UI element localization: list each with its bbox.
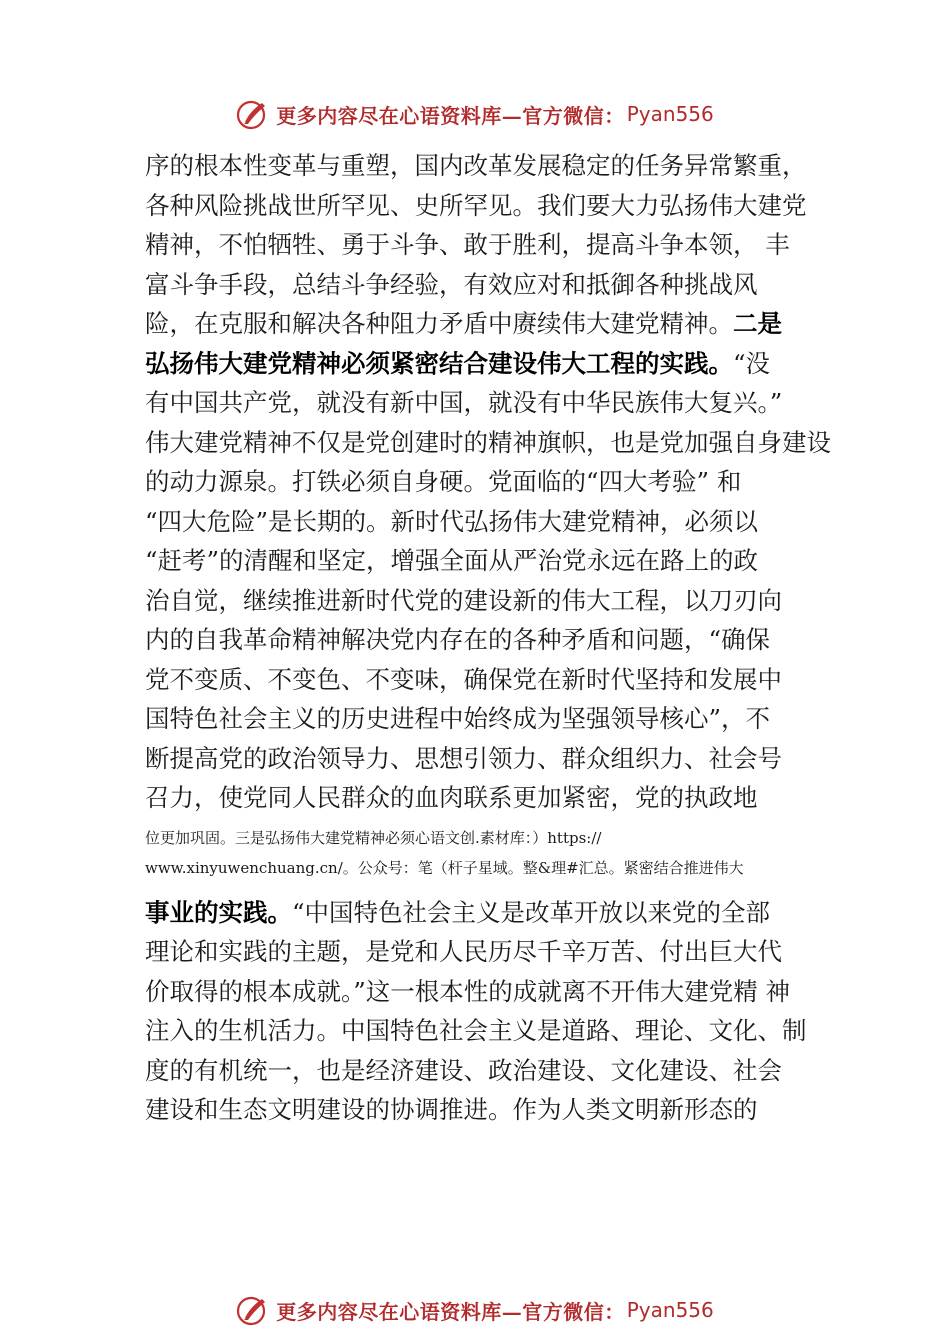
body-line: 注入的生机活力。中国特色社会主义是道路、理论、文化、制 xyxy=(145,1016,807,1045)
footer-wechat-id: Pyan556 xyxy=(626,1298,714,1322)
document-body xyxy=(145,146,835,1130)
body-line: 断提高党的政治领导力、思想引领力、群众组织力、社会号 xyxy=(145,743,782,773)
footer-banner xyxy=(0,1290,950,1330)
body-line: 弘扬伟大建党精神必须紧密结合建设伟大工程的实践。“没 xyxy=(145,348,771,378)
brush-pen-logo-icon xyxy=(236,97,270,131)
body-line: 伟大建党精神不仅是党创建时的精神旗帜，也是党加强自身建设 xyxy=(145,427,831,457)
body-line: 价取得的根本成就。”这一根本性的成就离不开伟大建党精 神 xyxy=(145,976,791,1006)
body-line: 建设和生态文明建设的协调推进。作为人类文明新形态的 xyxy=(145,1095,758,1124)
body-line: 内的自我革命精神解决党内存在的各种矛盾和问题，“确保 xyxy=(145,625,771,654)
bold-heading: 事业的实践。 xyxy=(145,897,292,927)
body-line: 党不变质、不变色、不变味，确保党在新时代坚持和发展中 xyxy=(145,664,782,694)
header-banner xyxy=(0,94,950,134)
footer-banner-text: 更多内容尽在心语资料库—官方微信： xyxy=(276,1299,625,1324)
body-line: 有中国共产党，就没有新中国，就没有中华民族伟大复兴。” xyxy=(145,388,783,417)
body-line: 事业的实践。“中国特色社会主义是改革开放以来党的全部 xyxy=(145,897,771,927)
body-line: “赶考”的清醒和坚定，增强全面从严治党永远在路上的政 xyxy=(145,546,759,575)
bold-heading: 弘扬伟大建党精神必须紧密结合建设伟大工程的实践。 xyxy=(145,348,733,378)
body-line: 召力，使党同人民群众的血肉联系更加紧密，党的执政地 xyxy=(145,783,758,812)
body-line: 序的根本性变革与重塑，国内改革发展稳定的任务异常繁重， xyxy=(145,151,807,180)
body-line: “四大危险”是长期的。新时代弘扬伟大建党精神，必须以 xyxy=(145,506,759,536)
body-line: 国特色社会主义的历史进程中始终成为坚强领导核心”，不 xyxy=(145,704,771,733)
body-line: 的动力源泉。打铁必须自身硬。党面临的“四大考验” 和 xyxy=(145,467,742,496)
header-wechat-id: Pyan556 xyxy=(626,102,714,126)
small-print-line: www.xinyuwenchuang.cn/。公众号：笔（杆子星域。整&理#汇总。紧密结合推进伟大 xyxy=(145,858,744,877)
body-line: 治自觉，继续推进新时代党的建设新的伟大工程，以刀刃向 xyxy=(145,585,782,615)
body-line: 精神，不怕牺牲、勇于斗争、敢于胜利，提高斗争本领， 丰 xyxy=(145,230,790,259)
body-line: 各种风险挑战世所罕见、史所罕见。我们要大力弘扬伟大建党 xyxy=(145,190,807,220)
bold-heading-fragment: 二是 xyxy=(733,309,782,338)
brush-pen-logo-icon xyxy=(236,1293,270,1327)
small-print-line: 位更加巩固。三是弘扬伟大建党精神必须心语文创.素材库：）https:// xyxy=(145,828,602,847)
body-line: 理论和实践的主题，是党和人民历尽千辛万苦、付出巨大代 xyxy=(145,937,782,966)
body-line: 富斗争手段，总结斗争经验，有效应对和抵御各种挑战风 xyxy=(145,269,758,299)
body-line: 险，在克服和解决各种阻力矛盾中赓续伟大建党精神。二是 xyxy=(145,309,782,338)
body-line: 度的有机统一，也是经济建设、政治建设、文化建设、社会 xyxy=(145,1055,782,1085)
header-banner-text: 更多内容尽在心语资料库—官方微信： xyxy=(276,103,625,128)
